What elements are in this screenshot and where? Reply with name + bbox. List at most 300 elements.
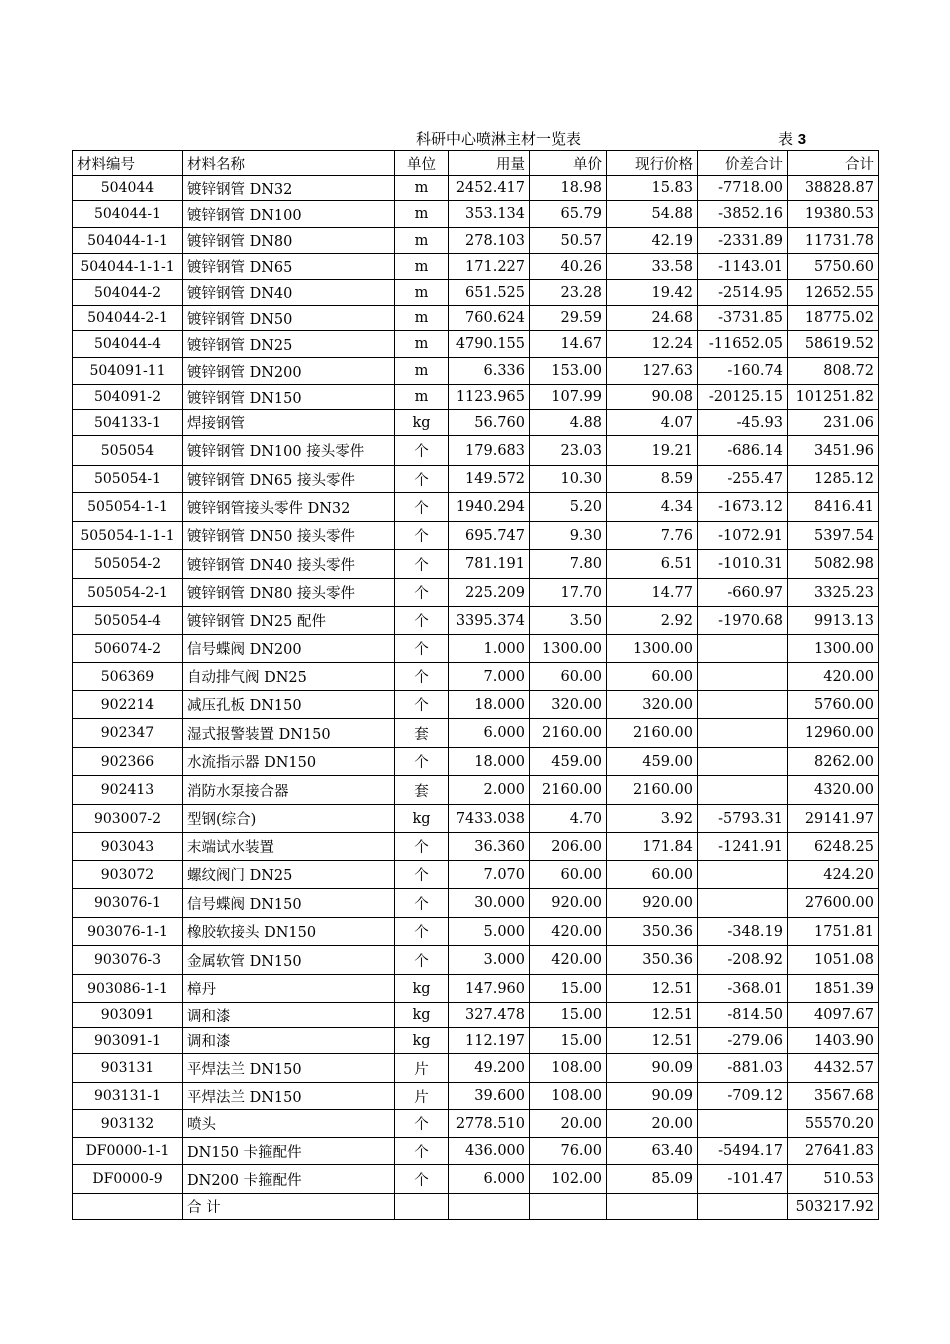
cell-price-diff: -20125.15	[698, 385, 788, 410]
cell-current-price: 60.00	[607, 663, 698, 691]
table-row	[73, 466, 879, 493]
cell-unit-price: 65.79	[530, 201, 607, 228]
cell-current-price: 2160.00	[607, 776, 698, 805]
total-empty-cell	[449, 1194, 530, 1220]
cell-unit: m	[395, 280, 449, 306]
cell-name: 镀锌钢管 DN50 接头零件	[183, 522, 395, 550]
cell-total: 1300.00	[788, 635, 879, 663]
table-row	[73, 663, 879, 691]
cell-total: 9913.13	[788, 607, 879, 635]
cell-quantity: 36.360	[449, 833, 530, 861]
cell-price-diff: -368.01	[698, 975, 788, 1003]
table-row	[73, 946, 879, 975]
cell-price-diff: -279.06	[698, 1028, 788, 1054]
cell-current-price: 90.09	[607, 1083, 698, 1110]
cell-current-price: 19.42	[607, 280, 698, 306]
total-empty-cell	[698, 1194, 788, 1220]
cell-current-price: 127.63	[607, 358, 698, 385]
table-row	[73, 228, 879, 254]
cell-current-price: 54.88	[607, 201, 698, 228]
cell-price-diff: -1143.01	[698, 254, 788, 280]
cell-unit-price: 15.00	[530, 1028, 607, 1054]
cell-quantity: 6.000	[449, 719, 530, 748]
cell-total: 1285.12	[788, 466, 879, 493]
cell-unit-price: 17.70	[530, 579, 607, 607]
cell-price-diff: -2514.95	[698, 280, 788, 306]
table-title: 科研中心喷淋主材一览表	[416, 130, 582, 148]
total-empty-cell	[73, 1194, 183, 1220]
table-row	[73, 889, 879, 918]
cell-code: 903131	[73, 1054, 183, 1083]
cell-price-diff: -881.03	[698, 1054, 788, 1083]
cell-current-price: 60.00	[607, 861, 698, 889]
cell-unit-price: 76.00	[530, 1138, 607, 1165]
cell-code: 903076-1	[73, 889, 183, 918]
table-row	[73, 385, 879, 410]
cell-total: 1051.08	[788, 946, 879, 975]
cell-code: 903076-3	[73, 946, 183, 975]
table-row	[73, 918, 879, 946]
cell-code: 504044	[73, 176, 183, 201]
cell-current-price: 6.51	[607, 550, 698, 579]
cell-total: 420.00	[788, 663, 879, 691]
cell-price-diff: -686.14	[698, 436, 788, 466]
cell-code: 504044-2-1	[73, 306, 183, 331]
table-row	[73, 691, 879, 719]
cell-unit-price: 4.88	[530, 410, 607, 436]
cell-unit-price: 60.00	[530, 861, 607, 889]
cell-current-price: 2160.00	[607, 719, 698, 748]
cell-total: 808.72	[788, 358, 879, 385]
cell-name: 镀锌钢管 DN80 接头零件	[183, 579, 395, 607]
cell-unit-price: 3.50	[530, 607, 607, 635]
cell-quantity: 278.103	[449, 228, 530, 254]
cell-quantity: 6.000	[449, 1165, 530, 1194]
cell-current-price: 19.21	[607, 436, 698, 466]
cell-total: 11731.78	[788, 228, 879, 254]
cell-quantity: 695.747	[449, 522, 530, 550]
table-row	[73, 975, 879, 1003]
cell-price-diff: -1673.12	[698, 493, 788, 522]
cell-quantity: 7.000	[449, 663, 530, 691]
cell-current-price: 24.68	[607, 306, 698, 331]
table-row	[73, 176, 879, 201]
cell-code: 903076-1-1	[73, 918, 183, 946]
cell-unit: 个	[395, 635, 449, 663]
cell-price-diff: -660.97	[698, 579, 788, 607]
cell-unit-price: 15.00	[530, 1003, 607, 1028]
cell-unit-price: 2160.00	[530, 776, 607, 805]
cell-name: DN150 卡箍配件	[183, 1138, 395, 1165]
cell-current-price: 459.00	[607, 748, 698, 776]
cell-price-diff: -255.47	[698, 466, 788, 493]
cell-price-diff	[698, 635, 788, 663]
cell-unit: m	[395, 201, 449, 228]
cell-unit: 个	[395, 607, 449, 635]
cell-name: 金属软管 DN150	[183, 946, 395, 975]
cell-unit: 个	[395, 1138, 449, 1165]
cell-current-price: 42.19	[607, 228, 698, 254]
cell-total: 510.53	[788, 1165, 879, 1194]
cell-total: 18775.02	[788, 306, 879, 331]
cell-code: 903132	[73, 1110, 183, 1138]
cell-name: 镀锌钢管 DN25 配件	[183, 607, 395, 635]
cell-total: 12652.55	[788, 280, 879, 306]
cell-quantity: 3.000	[449, 946, 530, 975]
table-row	[73, 1165, 879, 1194]
cell-unit: kg	[395, 1028, 449, 1054]
cell-total: 5397.54	[788, 522, 879, 550]
cell-unit-price: 108.00	[530, 1083, 607, 1110]
cell-current-price: 350.36	[607, 946, 698, 975]
cell-quantity: 781.191	[449, 550, 530, 579]
table-row	[73, 635, 879, 663]
cell-current-price: 7.76	[607, 522, 698, 550]
cell-total: 3451.96	[788, 436, 879, 466]
cell-current-price: 171.84	[607, 833, 698, 861]
table-row	[73, 719, 879, 748]
table-row	[73, 201, 879, 228]
cell-unit-price: 10.30	[530, 466, 607, 493]
cell-total: 1403.90	[788, 1028, 879, 1054]
cell-unit: 个	[395, 493, 449, 522]
cell-name: 水流指示器 DN150	[183, 748, 395, 776]
table-row	[73, 1003, 879, 1028]
cell-quantity: 760.624	[449, 306, 530, 331]
cell-total: 4432.57	[788, 1054, 879, 1083]
cell-price-diff: -160.74	[698, 358, 788, 385]
cell-name: 镀锌钢管 DN100	[183, 201, 395, 228]
cell-code: 903007-2	[73, 805, 183, 833]
cell-unit-price: 23.28	[530, 280, 607, 306]
cell-quantity: 5.000	[449, 918, 530, 946]
cell-total: 19380.53	[788, 201, 879, 228]
cell-current-price: 15.83	[607, 176, 698, 201]
total-label: 合 计	[183, 1194, 395, 1220]
cell-unit-price: 50.57	[530, 228, 607, 254]
cell-current-price: 2.92	[607, 607, 698, 635]
cell-quantity: 179.683	[449, 436, 530, 466]
table-row	[73, 331, 879, 358]
cell-price-diff: -5793.31	[698, 805, 788, 833]
cell-current-price: 90.09	[607, 1054, 698, 1083]
cell-quantity: 39.600	[449, 1083, 530, 1110]
cell-unit: 套	[395, 776, 449, 805]
cell-name: 末端试水装置	[183, 833, 395, 861]
cell-current-price: 12.51	[607, 1028, 698, 1054]
table-row	[73, 493, 879, 522]
cell-quantity: 1123.965	[449, 385, 530, 410]
cell-unit-price: 102.00	[530, 1165, 607, 1194]
cell-unit: m	[395, 254, 449, 280]
cell-unit: 个	[395, 833, 449, 861]
cell-name: 信号蝶阀 DN200	[183, 635, 395, 663]
cell-code: 902366	[73, 748, 183, 776]
cell-unit-price: 4.70	[530, 805, 607, 833]
cell-current-price: 12.24	[607, 331, 698, 358]
cell-total: 101251.82	[788, 385, 879, 410]
cell-unit-price: 320.00	[530, 691, 607, 719]
header-price-diff: 价差合计	[698, 151, 788, 176]
cell-unit-price: 420.00	[530, 918, 607, 946]
cell-code: 506369	[73, 663, 183, 691]
cell-price-diff: -5494.17	[698, 1138, 788, 1165]
cell-unit: 片	[395, 1083, 449, 1110]
cell-price-diff	[698, 691, 788, 719]
cell-price-diff: -208.92	[698, 946, 788, 975]
cell-unit: 个	[395, 691, 449, 719]
cell-quantity: 4790.155	[449, 331, 530, 358]
cell-name: 消防水泵接合器	[183, 776, 395, 805]
table-row	[73, 550, 879, 579]
cell-current-price: 14.77	[607, 579, 698, 607]
cell-unit: 个	[395, 550, 449, 579]
cell-unit: kg	[395, 975, 449, 1003]
cell-total: 3567.68	[788, 1083, 879, 1110]
total-empty-cell	[530, 1194, 607, 1220]
header-code: 材料编号	[73, 151, 183, 176]
table-label	[778, 128, 806, 149]
cell-code: 504091-2	[73, 385, 183, 410]
cell-unit: 个	[395, 579, 449, 607]
header-name: 材料名称	[183, 151, 395, 176]
cell-quantity: 327.478	[449, 1003, 530, 1028]
cell-price-diff: -7718.00	[698, 176, 788, 201]
cell-code: 505054-1-1	[73, 493, 183, 522]
cell-unit: kg	[395, 410, 449, 436]
cell-quantity: 56.760	[449, 410, 530, 436]
cell-unit: 个	[395, 1110, 449, 1138]
cell-name: 镀锌钢管 DN65	[183, 254, 395, 280]
cell-current-price: 3.92	[607, 805, 698, 833]
cell-price-diff	[698, 889, 788, 918]
cell-quantity: 30.000	[449, 889, 530, 918]
cell-total: 38828.87	[788, 176, 879, 201]
cell-current-price: 8.59	[607, 466, 698, 493]
header-quantity: 用量	[449, 151, 530, 176]
cell-unit-price: 107.99	[530, 385, 607, 410]
cell-name: 调和漆	[183, 1003, 395, 1028]
cell-name: 镀锌钢管 DN50	[183, 306, 395, 331]
cell-current-price: 33.58	[607, 254, 698, 280]
cell-name: 调和漆	[183, 1028, 395, 1054]
table-row	[73, 805, 879, 833]
table-label-text: 表	[778, 130, 794, 148]
cell-current-price: 4.34	[607, 493, 698, 522]
cell-quantity: 2778.510	[449, 1110, 530, 1138]
cell-unit: 个	[395, 861, 449, 889]
cell-name: 自动排气阀 DN25	[183, 663, 395, 691]
cell-code: 903072	[73, 861, 183, 889]
cell-quantity: 1940.294	[449, 493, 530, 522]
cell-name: 镀锌钢管 DN25	[183, 331, 395, 358]
cell-current-price: 1300.00	[607, 635, 698, 663]
cell-name: 镀锌钢管 DN80	[183, 228, 395, 254]
cell-total: 5760.00	[788, 691, 879, 719]
cell-unit: kg	[395, 1003, 449, 1028]
cell-unit-price: 40.26	[530, 254, 607, 280]
cell-price-diff: -1970.68	[698, 607, 788, 635]
cell-name: 镀锌钢管 DN32	[183, 176, 395, 201]
total-empty-cell	[607, 1194, 698, 1220]
header-unit-price: 单价	[530, 151, 607, 176]
cell-quantity: 2452.417	[449, 176, 530, 201]
cell-code: 505054-1	[73, 466, 183, 493]
cell-total: 27641.83	[788, 1138, 879, 1165]
cell-code: 903131-1	[73, 1083, 183, 1110]
cell-code: DF0000-1-1	[73, 1138, 183, 1165]
cell-quantity: 18.000	[449, 748, 530, 776]
total-row	[73, 1194, 879, 1220]
cell-code: 903043	[73, 833, 183, 861]
cell-price-diff	[698, 861, 788, 889]
cell-unit-price: 7.80	[530, 550, 607, 579]
cell-quantity: 6.336	[449, 358, 530, 385]
cell-quantity: 436.000	[449, 1138, 530, 1165]
cell-unit-price: 2160.00	[530, 719, 607, 748]
cell-current-price: 920.00	[607, 889, 698, 918]
table-row	[73, 607, 879, 635]
cell-price-diff	[698, 776, 788, 805]
cell-price-diff	[698, 1110, 788, 1138]
table-row	[73, 410, 879, 436]
cell-price-diff	[698, 663, 788, 691]
cell-quantity: 1.000	[449, 635, 530, 663]
cell-total: 58619.52	[788, 331, 879, 358]
cell-total: 231.06	[788, 410, 879, 436]
header-total: 合计	[788, 151, 879, 176]
cell-price-diff: -3852.16	[698, 201, 788, 228]
cell-total: 3325.23	[788, 579, 879, 607]
cell-code: 504044-4	[73, 331, 183, 358]
table-row	[73, 436, 879, 466]
cell-unit: 个	[395, 1165, 449, 1194]
cell-unit: m	[395, 228, 449, 254]
cell-unit-price: 206.00	[530, 833, 607, 861]
cell-name: 镀锌钢管 DN200	[183, 358, 395, 385]
cell-current-price: 12.51	[607, 1003, 698, 1028]
cell-unit-price: 23.03	[530, 436, 607, 466]
cell-unit: 个	[395, 748, 449, 776]
table-row	[73, 306, 879, 331]
cell-unit: m	[395, 306, 449, 331]
cell-quantity: 353.134	[449, 201, 530, 228]
cell-code: 504044-1-1-1	[73, 254, 183, 280]
cell-price-diff: -709.12	[698, 1083, 788, 1110]
cell-code: DF0000-9	[73, 1165, 183, 1194]
cell-quantity: 171.227	[449, 254, 530, 280]
cell-current-price: 63.40	[607, 1138, 698, 1165]
cell-total: 27600.00	[788, 889, 879, 918]
table-row	[73, 861, 879, 889]
cell-name: DN200 卡箍配件	[183, 1165, 395, 1194]
cell-price-diff: -2331.89	[698, 228, 788, 254]
cell-quantity: 3395.374	[449, 607, 530, 635]
header-unit: 单位	[395, 151, 449, 176]
cell-name: 镀锌钢管 DN100 接头零件	[183, 436, 395, 466]
cell-total: 29141.97	[788, 805, 879, 833]
cell-price-diff: -11652.05	[698, 331, 788, 358]
table-row	[73, 254, 879, 280]
cell-code: 505054-1-1-1	[73, 522, 183, 550]
cell-name: 樟丹	[183, 975, 395, 1003]
cell-name: 湿式报警装置 DN150	[183, 719, 395, 748]
cell-quantity: 112.197	[449, 1028, 530, 1054]
header-current-price: 现行价格	[607, 151, 698, 176]
cell-name: 信号蝶阀 DN150	[183, 889, 395, 918]
cell-total: 4097.67	[788, 1003, 879, 1028]
cell-unit: 个	[395, 918, 449, 946]
cell-unit: 个	[395, 436, 449, 466]
cell-current-price: 350.36	[607, 918, 698, 946]
cell-current-price: 320.00	[607, 691, 698, 719]
cell-quantity: 651.525	[449, 280, 530, 306]
cell-code: 505054-4	[73, 607, 183, 635]
cell-unit: kg	[395, 805, 449, 833]
cell-price-diff	[698, 748, 788, 776]
cell-name: 橡胶软接头 DN150	[183, 918, 395, 946]
table-body	[73, 176, 879, 1220]
cell-unit-price: 9.30	[530, 522, 607, 550]
cell-code: 505054-2-1	[73, 579, 183, 607]
cell-code: 902413	[73, 776, 183, 805]
cell-unit: 个	[395, 946, 449, 975]
table-number: 3	[797, 131, 807, 148]
cell-unit-price: 18.98	[530, 176, 607, 201]
cell-name: 镀锌钢管 DN40 接头零件	[183, 550, 395, 579]
cell-unit: 套	[395, 719, 449, 748]
cell-name: 镀锌钢管接头零件 DN32	[183, 493, 395, 522]
cell-name: 喷头	[183, 1110, 395, 1138]
cell-current-price: 12.51	[607, 975, 698, 1003]
cell-total: 55570.20	[788, 1110, 879, 1138]
cell-total: 5750.60	[788, 254, 879, 280]
cell-price-diff: -3731.85	[698, 306, 788, 331]
cell-total: 12960.00	[788, 719, 879, 748]
cell-code: 506074-2	[73, 635, 183, 663]
cell-unit-price: 420.00	[530, 946, 607, 975]
cell-price-diff: -1241.91	[698, 833, 788, 861]
cell-unit: m	[395, 331, 449, 358]
cell-unit-price: 153.00	[530, 358, 607, 385]
cell-quantity: 147.960	[449, 975, 530, 1003]
cell-quantity: 2.000	[449, 776, 530, 805]
cell-total: 8416.41	[788, 493, 879, 522]
cell-code: 903091	[73, 1003, 183, 1028]
table-row	[73, 280, 879, 306]
cell-unit-price: 459.00	[530, 748, 607, 776]
cell-quantity: 18.000	[449, 691, 530, 719]
cell-unit-price: 20.00	[530, 1110, 607, 1138]
cell-unit: m	[395, 176, 449, 201]
cell-unit-price: 5.20	[530, 493, 607, 522]
cell-current-price: 20.00	[607, 1110, 698, 1138]
cell-price-diff: -1010.31	[698, 550, 788, 579]
cell-code: 902347	[73, 719, 183, 748]
cell-code: 504044-1-1	[73, 228, 183, 254]
cell-name: 镀锌钢管 DN65 接头零件	[183, 466, 395, 493]
cell-quantity: 225.209	[449, 579, 530, 607]
cell-code: 505054	[73, 436, 183, 466]
cell-unit: 片	[395, 1054, 449, 1083]
cell-name: 螺纹阀门 DN25	[183, 861, 395, 889]
cell-total: 424.20	[788, 861, 879, 889]
cell-price-diff	[698, 719, 788, 748]
cell-code: 903086-1-1	[73, 975, 183, 1003]
table-row	[73, 776, 879, 805]
cell-price-diff: -1072.91	[698, 522, 788, 550]
cell-unit: m	[395, 385, 449, 410]
